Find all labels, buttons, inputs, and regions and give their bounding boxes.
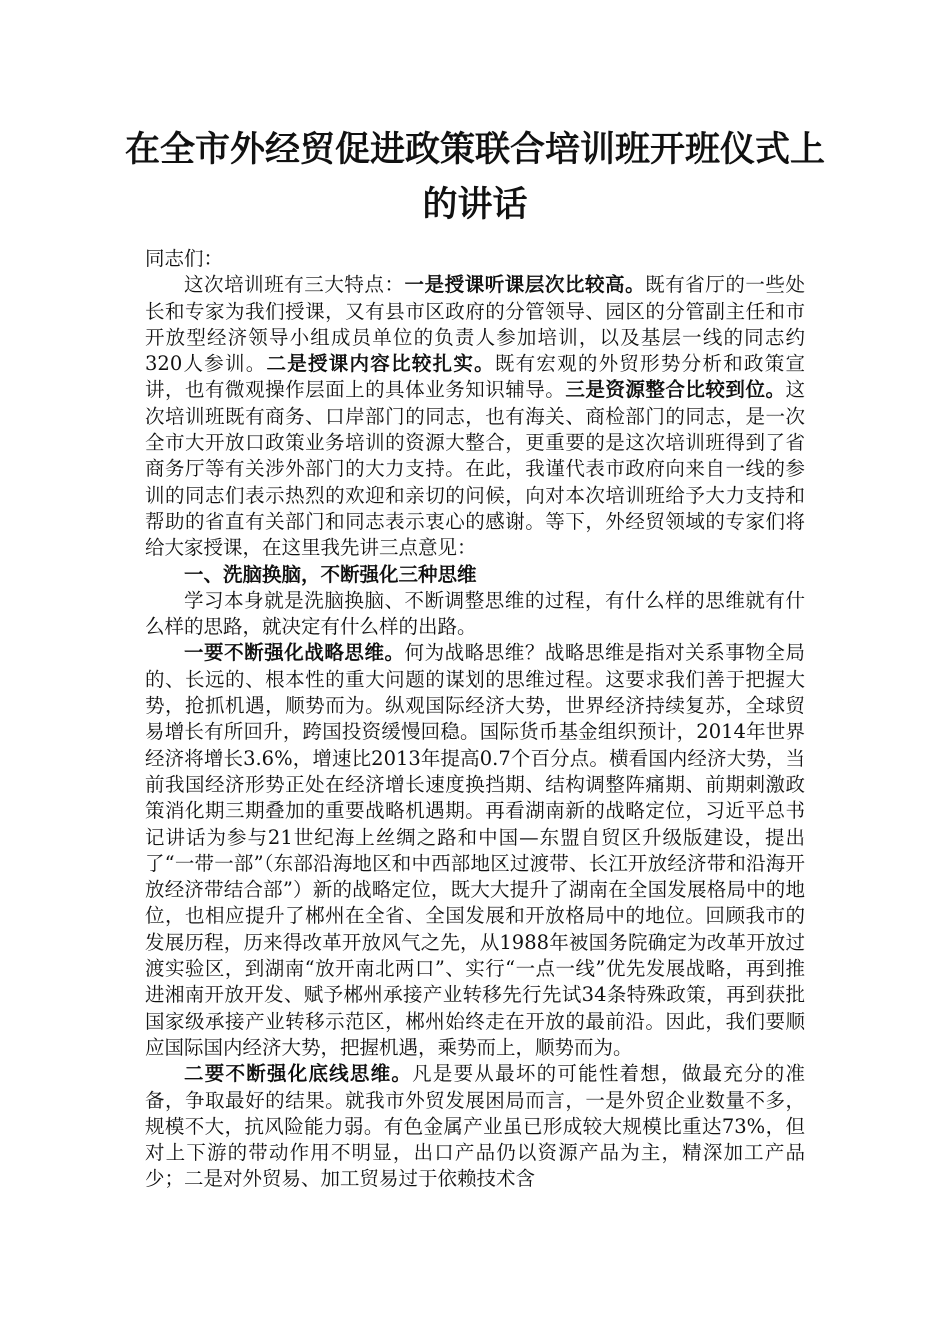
- bold-point-1: 一是授课听课层次比较高。: [404, 273, 646, 297]
- paragraph-text: 这次培训班有三大特点：: [184, 273, 405, 297]
- paragraph-intro: 学习本身就是洗脑换脑、不断调整思维的过程，有什么样的思维就有什么样的思路，就决定有什么样的出路。: [145, 588, 805, 639]
- document-title: 在全市外经贸促进政策联合培训班开班仪式上的讲话: [124, 129, 825, 225]
- paragraph-text: 既有宏观的外贸形势分析和政策宣讲，也有微观操作层面上的具体业务知识辅导。: [145, 352, 805, 402]
- paragraph-text: 这次培训班既有商务、口岸部门的同志，也有海关、商检部门的同志，是一次全市大开放口政策业务培训的资源大整合，更重要的是这次培训班得到了省商务厅等有关涉外部门的大力支持。在此，我谨代表市政府向来自一线的参训的同志们表示热烈的欢迎和亲切的问候，向对本次培训班给予大力支持和帮助的省直有关部门和同志表示衷心的感谢。等下，外经贸领域的专家们将给大家授课，在这里我先讲三点意见：: [145, 378, 805, 560]
- bold-lead: 二要不断强化底线思维。: [184, 1062, 413, 1086]
- paragraph-features: [145, 272, 805, 561]
- paragraph-bottom-line-thinking: [145, 1061, 805, 1192]
- document-body: [145, 246, 805, 1193]
- paragraph-strategic-thinking: [145, 640, 805, 1061]
- paragraph-text: 既有省厅的一些处长和专家为我们授课，又有县市区政府的分管领导、园区的分管副主任和市开放型经济领导小组成员单位的负责人参加培训，以及基层一线的同志约320人参训。: [145, 273, 805, 376]
- bold-point-3: 三是资源整合比较到位。: [565, 378, 786, 402]
- salutation: 同志们：: [145, 247, 224, 270]
- bold-lead: 一要不断强化战略思维。: [184, 641, 405, 665]
- paragraph-text: 何为战略思维？战略思维是指对关系事物全局的、长远的、根本性的重大问题的谋划的思维过程。这要求我们善于把握大势，抢抓机遇，顺势而为。纵观国际经济大势，世界经济持续复苏，全球贸易增长有所回升，跨国投资缓慢回稳。国际货币基金组织预计，2014年世界经济将增长3.6%，增速比2013年提高0.7个百分点。横看国内经济大势，当前我国经济形势正处在经济增长速度换挡期、结构调整阵痛期、前期刺激政策消化期三期叠加的重要战略机遇期。再看湖南新的战略定位，习近平总书记讲话为参与21世纪海上丝绸之路和中国—东盟自贸区升级版建设，提出了“一带一部”（东部沿海地区和中西部地区过渡带、长江开放经济带和沿海开放经济带结合部”）新的战略定位，既大大提升了湖南在全国发展格局中的地位，也相应提升了郴州在全省、全国发展和开放格局中的地位。回顾我市的发展历程，历来得改革开放风气之先，从1988年被国务院确定为改革开放过渡实验区，到湖南“放开南北两口”、实行“一点一线”优先发展战略，再到推进湘南开放开发、赋予郴州承接产业转移先行先试34条特殊政策，再到获批国家级承接产业转移示范区，郴州始终走在开放的最前沿。因此，我们要顺应国际国内经济大势，把握机遇，乘势而上，顺势而为。: [145, 641, 805, 1059]
- paragraph-text: 凡是要从最坏的可能性着想，做最充分的准备，争取最好的结果。就我市外贸发展困局而言，一是外贸企业数量不多，规模不大，抗风险能力弱。有色金属产业虽已形成较大规模比重达73%，但对上下游的带动作用不明显，出口产品仍以资源产品为主，精深加工产品少；二是对外贸易、加工贸易过于依赖技术含: [145, 1062, 805, 1191]
- bold-point-2: 二是授课内容比较扎实。: [266, 352, 495, 376]
- section-heading-1: 一、洗脑换脑，不断强化三种思维: [184, 562, 477, 586]
